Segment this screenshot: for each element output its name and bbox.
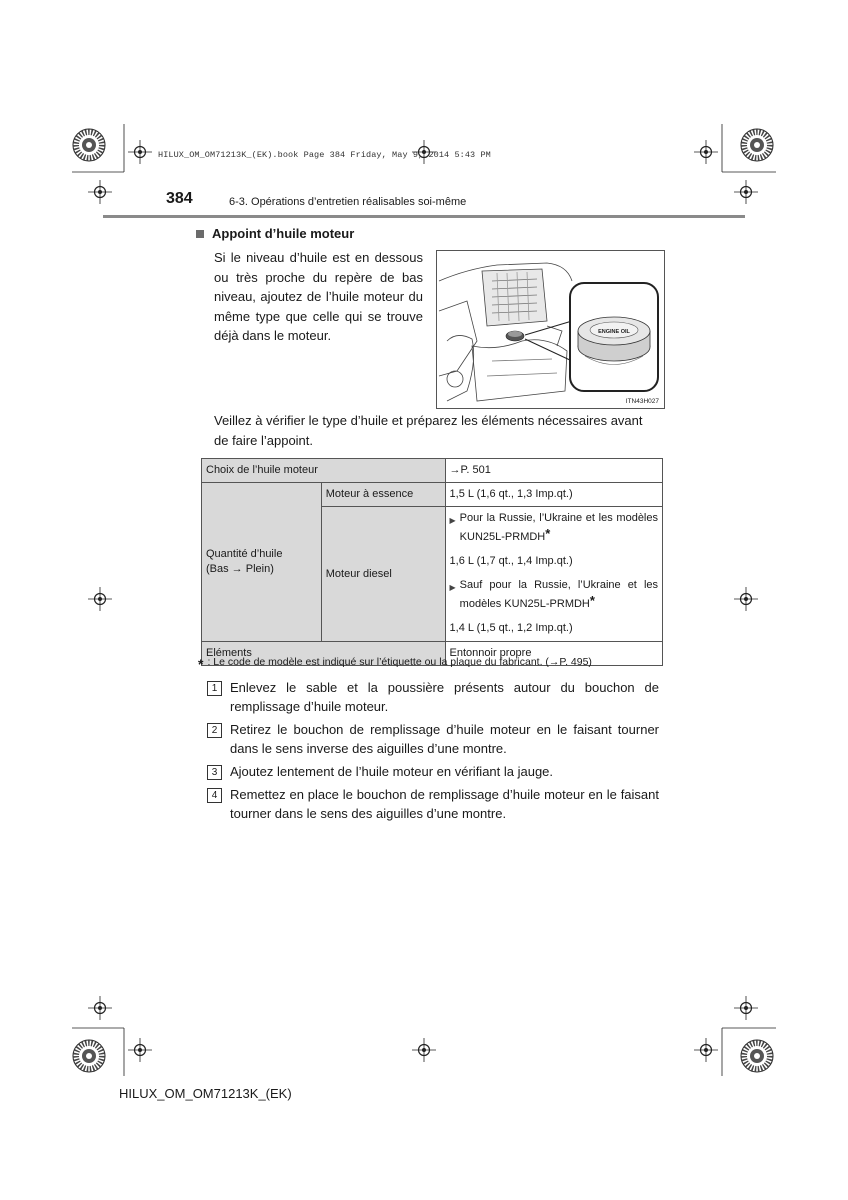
quantity-label-line-1: Quantité d’huile <box>206 548 283 560</box>
header-rule <box>103 215 745 218</box>
quantity-label <box>202 483 322 642</box>
diesel-condition-2-text: Sauf pour la Russie, l’Ukraine et les modèles KUN25L-PRMDH <box>459 579 658 610</box>
step-item <box>207 785 659 823</box>
diesel-engine-values <box>445 507 662 642</box>
step-item <box>207 678 659 716</box>
figure-caption: ITN43H027 <box>625 398 659 405</box>
petrol-engine-value: 1,5 L (1,6 qt., 1,3 Imp.qt.) <box>445 483 662 507</box>
step-item <box>207 720 659 758</box>
page-number: 384 <box>166 190 193 207</box>
diesel-value-1: 1,6 L (1,7 qt., 1,4 Imp.qt.) <box>449 555 573 567</box>
step-text: Retirez le bouchon de remplissage d’huile moteur en le faisant tourner dans le sens inverse des aiguilles d’une montre. <box>230 722 659 756</box>
step-item <box>207 762 659 781</box>
asterisk-mark: * <box>589 593 595 608</box>
page-footer: HILUX_OM_OM71213K_(EK) <box>119 1086 292 1101</box>
print-header: HILUX_OM_OM71213K_(EK).book Page 384 Friday, May 9, 2014 5:43 PM <box>158 150 491 160</box>
oil-choice-value: →P. 501 <box>445 459 662 483</box>
engine-bay-drawing <box>437 251 664 408</box>
engine-oil-cap-illustration <box>436 250 665 409</box>
procedure-steps <box>207 678 659 827</box>
oil-spec-table <box>201 458 663 666</box>
items-label: Eléments <box>202 642 446 666</box>
check-paragraph: Veillez à vérifier le type d’huile et préparez les éléments nécessaires avant de faire l’appoint. <box>214 413 643 448</box>
items-value: Entonnoir propre <box>445 642 662 666</box>
diesel-engine-label: Moteur diesel <box>321 507 445 642</box>
step-number: 1 <box>207 681 222 696</box>
table-row <box>202 483 663 507</box>
diesel-condition-1-text: Pour la Russie, l’Ukraine et les modèles KUN25L-PRMDH <box>459 512 658 543</box>
step-text: Ajoutez lentement de l’huile moteur en vérifiant la jauge. <box>230 764 554 779</box>
step-text: Enlevez le sable et la poussière présents autour du bouchon de remplissage d’huile moteur. <box>230 680 659 714</box>
footnote <box>198 652 668 672</box>
cap-label: ENGINE OIL <box>598 329 630 335</box>
footnote-text: : Le code de modèle est indiqué sur l’étiquette ou la plaque du fabricant. (→P. 495) <box>207 656 592 668</box>
oil-choice-label: Choix de l’huile moteur <box>202 459 446 483</box>
step-number: 2 <box>207 723 222 738</box>
diesel-condition-1 <box>450 511 658 545</box>
square-bullet-icon <box>196 230 204 238</box>
triangle-bullet-icon: ▶ <box>449 583 456 592</box>
heading-text: Appoint d’huile moteur <box>212 226 355 241</box>
section-title: 6-3. Opérations d’entretien réalisables soi-même <box>229 196 467 208</box>
intro-paragraph: Si le niveau d’huile est en dessous ou très proche du repère de bas niveau, ajoutez de l’huile moteur du même type que celle qui se trouve déjà dans le moteur. <box>214 250 423 343</box>
quantity-label-line-2: (Bas → Plein) <box>206 563 274 575</box>
petrol-engine-label: Moteur à essence <box>321 483 445 507</box>
section-heading <box>196 226 354 241</box>
table-row <box>202 459 663 483</box>
footnote-asterisk: * <box>198 656 204 672</box>
step-number: 3 <box>207 765 222 780</box>
triangle-bullet-icon: ▶ <box>449 516 456 525</box>
step-number: 4 <box>207 788 222 803</box>
diesel-value-2: 1,4 L (1,5 qt., 1,2 Imp.qt.) <box>449 622 573 634</box>
diesel-condition-2 <box>450 578 658 612</box>
step-text: Remettez en place le bouchon de remplissage d’huile moteur en le faisant tourner dans le sens des aiguilles d’une montre. <box>230 787 659 821</box>
asterisk-mark: * <box>545 526 551 541</box>
